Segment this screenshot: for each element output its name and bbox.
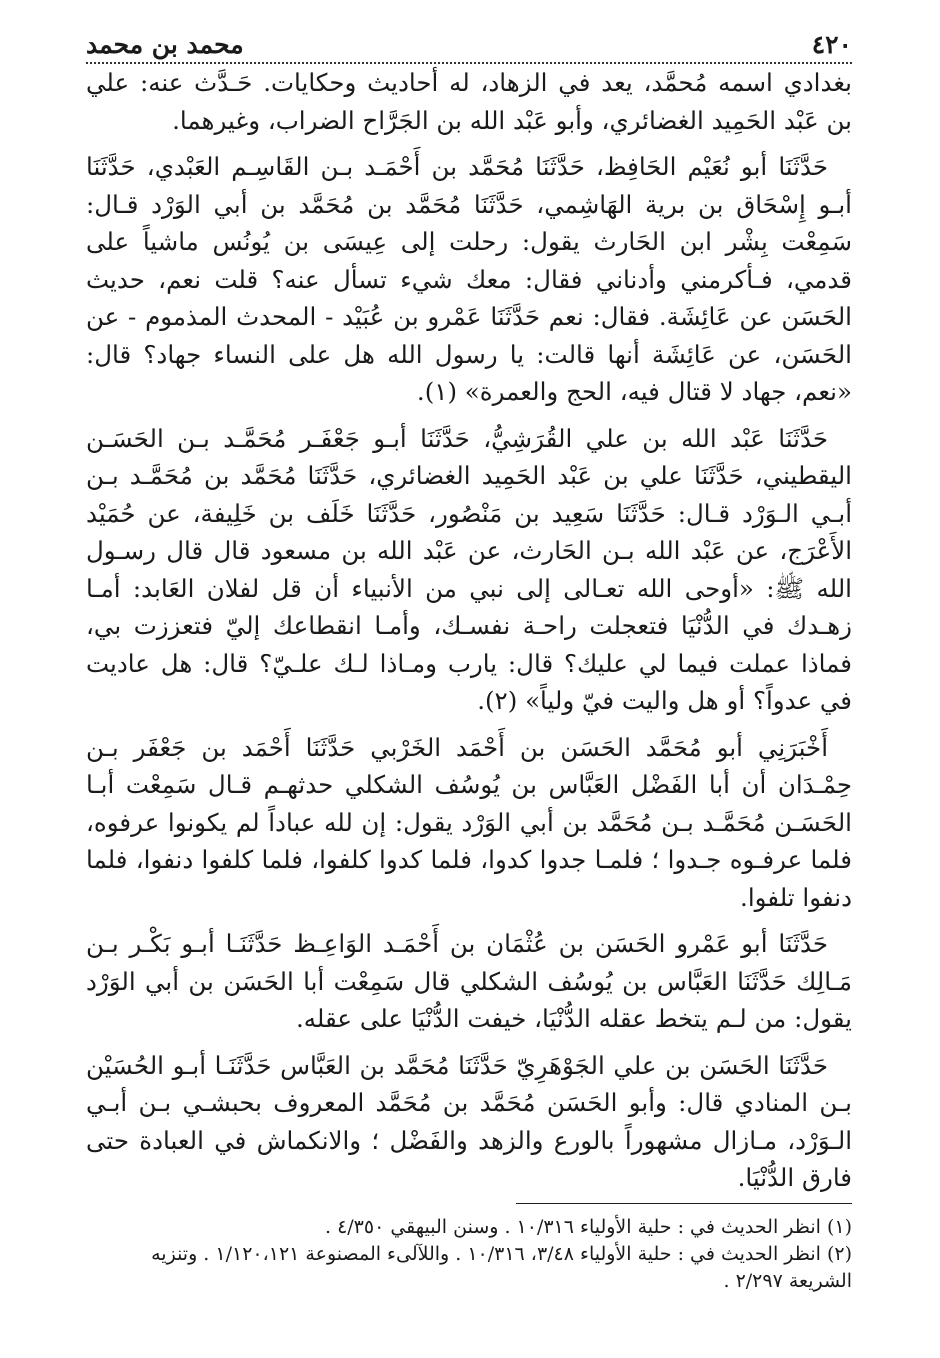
footnote: (١) انظر الحديث في : حلية الأولياء ١٠/٣١٦ . وسنن البيهقي ٤/٣٥٠ . xyxy=(324,1215,852,1238)
paragraph: أَخْبَرَنِي أبو مُحَمَّد الحَسَن بن أَحْمَد الخَرْبي حَدَّثَنَا أَحْمَد بن جَعْفَر بـن حِمْـدَان أن أبا الفَضْل العَبَّاس بن يُوسُف الشكلي حدثهـم قـال سَمِعْت أبـا الحَسَـن مُحَمَّـد بـن مُحَمَّد بن أبي الوَرْد يقول: إن لله عباداً لم يكونوا عرفوه، فلما عرفـوه جـدوا ؛ فلمـا جدوا كدوا، فلما كدوا كلفوا، فلما كلفوا دنفوا، فلما دنفوا تلفوا. xyxy=(86,732,852,912)
main-text xyxy=(86,64,852,1197)
paragraph: حَدَّثَنَا أبو عَمْرو الحَسَن بن عُثْمَان بن أَحْمَـد الوَاعِـظ حَدَّثَنَـا أبـو بَكْـر بـن مَـالِك حَدَّثَنَا العَبَّاس بن يُوسُف الشكلي قال سَمِعْت أبا الحَسَن بن أبي الوَرْد يقول: من لـم يتخط عقله الدُّنْيَا، خيفت الدُّنْيَا على عقله. xyxy=(86,929,852,1033)
paragraph: حَدَّثَنَا عَبْد الله بن علي القُرَشِيُّ، حَدَّثَنَا أبـو جَعْفَـر مُحَمَّـد بـن الحَسَـن اليقطيني، حَدَّثَنَا علي بن عَبْد الحَمِيد الغضائري، حَدَّثَنَا مُحَمَّد بن مُحَمَّـد بـن أبـي الـوَرْد قـال: حَدَّثَنَا سَعِيد بن مَنْصُور، حَدَّثَنَا خَلَف بن خَلِيفة، عن حُمَيْد الأَعْرَج، عن عَبْد الله بـن الحَارث، عن عَبْد الله بن مسعود قال قال رسـول الله ﷺ: «أوحى الله تعـالى إلى نبي من الأنبياء أن قل لفلان العَابد: أمـا زهـدك في الدُّنْيَا فتعجلت راحـة نفسـك، وأمـا انقطاعك إليّ فتعززت بي، فماذا عملت فيما لي عليك؟ قال: يارب ومـاذا لـك علـيّ؟ قال: هل عاديت في عدواً؟ أو هل واليت فيّ ولياً» (٢). xyxy=(86,423,852,715)
page-number: ٤٢٠ xyxy=(811,30,852,59)
paragraph: حَدَّثَنَا أبو نُعَيْم الحَافِظ، حَدَّثَنَا مُحَمَّد بن أَحْمَـد بـن القَاسِـم العَبْدي، حَدَّثَنَا أبـو إِسْحَاق بن برية الهَاشِمي، حَدَّثَنَا مُحَمَّد بن مُحَمَّد بن أبي الوَرْد قـال: سَمِعْت بِشْر ابن الحَارث يقول: رحلت إلى عِيسَى بن يُونُس ماشياً على قدمي، فـأكرمني وأدناني فقال: معك شيء تسأل عنه؟ قلت نعم، حديث الحَسَن عن عَائِشَة. فقال: نعم حَدَّثَنَا عَمْرو بن عُبَيْد - المحدث المذموم - عن الحَسَن، عن عَائِشَة أنها قالت: يا رسول الله هل على النساء جهاد؟ قال: «نعم، جهاد لا قتال فيه، الحج والعمرة» (١). xyxy=(86,152,852,406)
footnotes xyxy=(86,1214,852,1295)
running-title: محمد بن محمد xyxy=(86,30,244,59)
footnote: (٢) انظر الحديث في : حلية الأولياء ٣/٤٨، ١٠/٣١٦ . واللآلىء المصنوعة ١/١٢٠،١٢١ . وتنزيه الشريعة ٢/٢٩٧ . xyxy=(151,1242,852,1292)
paragraph: بغدادي اسمه مُحمَّد، يعد في الزهاد، له أحاديث وحكايات. حَـدَّث عنه: علي بن عَبْد الحَمِيد الغضائري، وأبو عَبْد الله بن الجَرَّاح الضراب، وغيرهما. xyxy=(86,68,852,135)
page-header xyxy=(86,28,852,64)
footnote-separator xyxy=(516,1203,852,1204)
paragraph: حَدَّثَنَا الحَسَن بن علي الجَوْهَرِيّ حَدَّثَنَا مُحَمَّد بن العَبَّاس حَدَّثَنَـا أبـو الحُسَيْن بـن المنادي قال: وأبو الحَسَن مُحَمَّد بن مُحَمَّد المعروف بحبشـي بـن أبـي الـوَرْد، مـازال مشهوراً بالورع والزهد والفَضْل ؛ والانكماش في العبادة حتى فارق الدُّنْيَا. xyxy=(86,1050,852,1192)
